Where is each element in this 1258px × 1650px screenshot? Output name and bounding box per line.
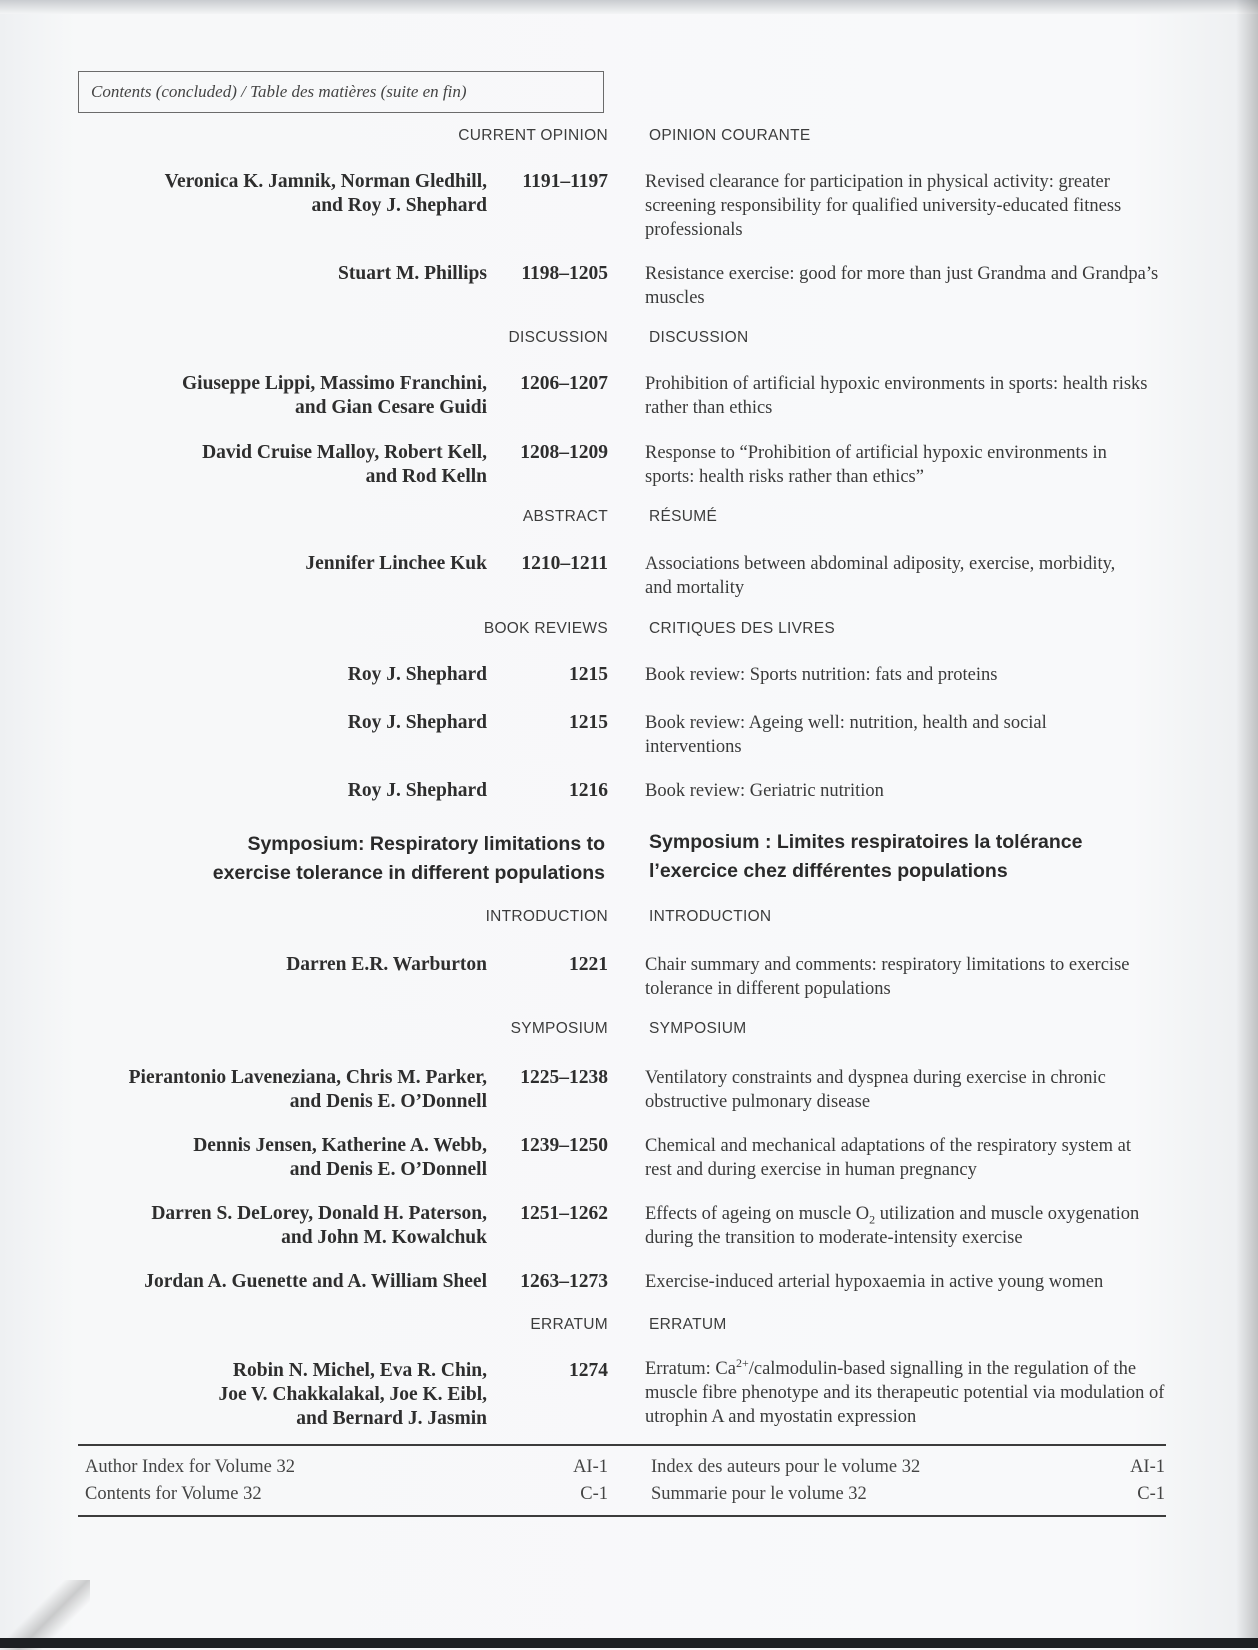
entry-title[interactable]: Resistance exercise: good for more than just Grandma and Grandpa’s muscles — [645, 264, 1159, 308]
entry-pages: 1251–1262 — [520, 1203, 608, 1224]
contents-header: Contents (concluded) / Table des matières (suite en fin) — [78, 71, 604, 113]
entry-authors: Pierantonio Laveneziana, Chris M. Parker, and Denis E. O’Donnell — [128, 1067, 487, 1112]
entry-title[interactable]: Associations between abdominal adiposity, exercise, morbidity, and mortality — [645, 554, 1116, 598]
entry-authors: Roy J. Shephard — [347, 664, 487, 685]
entry-authors: Veronica K. Jamnik, Norman Gledhill, and Roy J. Shephard — [164, 171, 487, 216]
entry-title[interactable]: Prohibition of artificial hypoxic environments in sports: health risks rather than ethics — [645, 374, 1148, 418]
footer-top-rule — [78, 1444, 1166, 1446]
entry-pages: 1215 — [569, 664, 608, 685]
entry-title[interactable]: Erratum: $Ca^{2+}/calmodulin$-based signalling in the regulation of the muscle fibre phenotype and its therapeutic potential via modulation of utrophin A and myostatin expression — [645, 1355, 1165, 1427]
entry-authors: Jordan A. Guenette and A. William Sheel — [144, 1271, 487, 1292]
entry-title[interactable]: Chemical and mechanical adaptations of the respiratory system at rest and during exercise in human pregnancy — [645, 1136, 1131, 1180]
section-label-book-reviews: BOOK REVIEWS — [483, 620, 608, 637]
entry-authors: Darren S. DeLorey, Donald H. Paterson, and John M. Kowalchuk — [151, 1203, 487, 1248]
contents-fr-page: C-1 — [1137, 1484, 1165, 1504]
section-label-erratum: ERRATUM — [530, 1316, 608, 1333]
entry-authors: Darren E.R. Warburton — [286, 954, 487, 975]
entry-pages: 1206–1207 — [520, 373, 608, 394]
section-label-symposium: SYMPOSIUM — [510, 1020, 608, 1037]
section-label-introduction-fr: INTRODUCTION — [649, 908, 772, 925]
section-label-discussion-fr: DISCUSSION — [649, 329, 749, 346]
section-label-critiques: CRITIQUES DES LIVRES — [649, 620, 836, 637]
section-label-current-opinion: CURRENT OPINION — [458, 127, 608, 144]
entry-pages: 1274 — [569, 1360, 608, 1381]
symposium-heading-fr: Symposium : Limites respiratoires la tolérance l’exercice chez différentes populations — [649, 831, 1083, 882]
entry-pages: 1221 — [569, 954, 608, 975]
entry-pages: 1263–1273 — [520, 1271, 608, 1292]
entry-title[interactable]: Effects of ageing on muscle $O_2$ utilization and muscle oxygenation during the transition to moderate-intensity exercise — [645, 1204, 1140, 1248]
entry-pages: 1225–1238 — [520, 1067, 608, 1088]
scan-top-shadow — [0, 0, 1258, 14]
entry-pages: 1216 — [569, 780, 608, 801]
section-label-erratum-fr: ERRATUM — [649, 1316, 727, 1333]
entry-title[interactable]: Book review: Sports nutrition: fats and proteins — [645, 665, 998, 685]
entry-title[interactable]: Exercise-induced arterial hypoxaemia in active young women — [645, 1272, 1104, 1292]
section-label-opinion-courante: OPINION COURANTE — [649, 127, 811, 144]
symposium-heading-en: Symposium: Respiratory limitations to exercise tolerance in different populations — [212, 833, 605, 884]
entry-title[interactable]: Ventilatory constraints and dyspnea during exercise in chronic obstructive pulmonary disease — [645, 1068, 1106, 1112]
entry-pages: 1239–1250 — [520, 1135, 608, 1156]
author-index-fr-page: AI-1 — [1130, 1457, 1165, 1477]
entry-title[interactable]: Book review: Geriatric nutrition — [645, 781, 884, 801]
entry-authors: Roy J. Shephard — [347, 712, 487, 733]
section-label-introduction: INTRODUCTION — [485, 908, 608, 925]
entry-authors: Jennifer Linchee Kuk — [305, 553, 487, 574]
entry-authors: Roy J. Shephard — [347, 780, 487, 801]
entry-pages: 1208–1209 — [520, 442, 608, 463]
entry-authors: Dennis Jensen, Katherine A. Webb, and Denis E. O’Donnell — [193, 1135, 487, 1180]
section-label-symposium-fr: SYMPOSIUM — [649, 1020, 747, 1037]
entry-title[interactable]: Book review: Ageing well: nutrition, health and social interventions — [645, 713, 1047, 757]
contents-page: C-1 — [580, 1484, 608, 1504]
entry-authors: Giuseppe Lippi, Massimo Franchini, and Gian Cesare Guidi — [181, 373, 487, 418]
entry-pages: 1210–1211 — [521, 553, 608, 574]
entry-pages: 1191–1197 — [522, 171, 608, 192]
author-index-page: AI-1 — [573, 1457, 608, 1477]
author-index-link[interactable]: Author Index for Volume 32 — [85, 1457, 295, 1477]
entry-authors: David Cruise Malloy, Robert Kell, and Rod Kelln — [202, 442, 487, 487]
contents-link[interactable]: Contents for Volume 32 — [85, 1484, 262, 1504]
section-label-resume: RÉSUMÉ — [649, 508, 718, 525]
entry-title[interactable]: Revised clearance for participation in physical activity: greater screening responsibility for qualified university-educated fitness professionals — [645, 172, 1122, 240]
footer-bottom-rule — [78, 1515, 1166, 1517]
scan-bottom-edge — [0, 1638, 1258, 1648]
entry-title[interactable]: Chair summary and comments: respiratory limitations to exercise tolerance in different populations — [645, 955, 1130, 999]
entry-authors: Robin N. Michel, Eva R. Chin, Joe V. Chakkalakal, Joe K. Eibl, and Bernard J. Jasmin — [218, 1360, 487, 1429]
contents-fr-link[interactable]: Summarie pour le volume 32 — [651, 1484, 867, 1504]
entry-authors: Stuart M. Phillips — [338, 263, 487, 284]
entry-pages: 1198–1205 — [521, 263, 608, 284]
section-label-discussion: DISCUSSION — [508, 329, 608, 346]
section-label-abstract: ABSTRACT — [522, 508, 608, 525]
entry-pages: 1215 — [569, 712, 608, 733]
scan-right-edge — [1236, 0, 1258, 1648]
author-index-fr-link[interactable]: Index des auteurs pour le volume 32 — [651, 1457, 921, 1477]
entry-title[interactable]: Response to “Prohibition of artificial hypoxic environments in sports: health risks rather than ethics” — [645, 443, 1107, 487]
